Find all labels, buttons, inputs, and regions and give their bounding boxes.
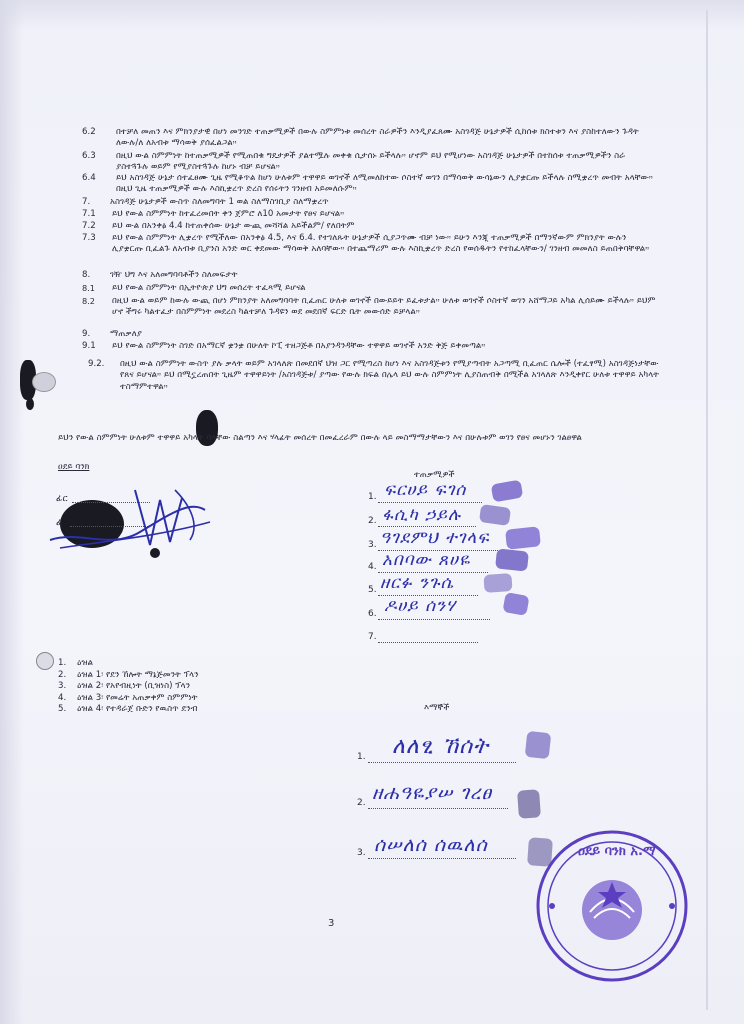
clause-7-3: ይህ የውል ስምምነት ሊቋረጥ የሚችለው በአንቀፅ 4.5, እና 6.4. የተገለጹት ሁኔታዎች ሲያጋጥሙ ብቻ ነው። ይሁን እንጂ ተጠቃሚዎች በማንኛውም ምክንያት ውሉን ሊያቋርጡ ቢፈልጉ ለአብቱ ቢያንስ አንድ ወር ቀደመው ማሳወቅ አለባቸው። በተጨማሪም ውሉ እስኪቋረጥ ድረስ የወሰዱትን የተከፈላቸውን/ ገንዘብ መመለስ ይጠበቅባቸዋል።: [112, 233, 650, 255]
annex-text: ዕዝል 3፡ የመሬት አጠቃቀም ስምምነት: [77, 692, 198, 703]
annex-number: 5.: [58, 704, 67, 715]
annex-list: [58, 658, 199, 716]
fingerprint: [517, 789, 541, 818]
witness-line: [368, 808, 508, 809]
clause-number: 8.1: [82, 283, 96, 293]
punch-hole: [32, 372, 56, 392]
clause-number: 6.3: [82, 151, 96, 161]
fingerprint: [495, 548, 529, 571]
beneficiary-line: [378, 642, 478, 643]
clause-7-1: ይህ የውል ስምምነት ከተፈረመበት ቀን ጀምሮ ለ10 አመታት የፀና ይሆናል።: [112, 209, 345, 219]
annex-item: [58, 670, 199, 682]
fingerprint: [491, 480, 524, 503]
beneficiary-number: 1.: [368, 492, 377, 502]
ink-blot: [26, 398, 34, 410]
page-number: 3: [328, 918, 335, 929]
clause-8-1: ይህ የውል ስምምነት በኢትዮጵያ ህግ መሰረት ተፈጻሚ ይሆናል: [112, 283, 306, 293]
clause-6-2: በተቻለ መጠን እና ምክንያታዊ በሆነ መንገድ ተጠቃሚዎች በውሉ ስምምነቱ መሰረት ስራዎችን እንዲያፈጸሙ አስገዳጅ ሁኔታዎች ሲከሰቱ ክስተቱን እና ያስከተለውን ጉዳት ለውሉ/ለ ለአብቱ ማሳወቅ ያሰፈልጋል።: [116, 127, 642, 149]
stamp-text: ዐደይ ባንክ አ.ማ: [578, 844, 656, 859]
witnesses-heading: እማኞች: [424, 703, 450, 713]
beneficiary-name: አበባው ጸሀዬ: [382, 550, 471, 570]
witness-line: [368, 858, 516, 859]
annex-text: ዕዝል 1፡ የደን ኸሎት ማኔጅመንት ፕላን: [77, 669, 199, 680]
beneficiary-name: ዘርፉ ንጉሴ: [380, 573, 455, 593]
clause-8-heading: ገዥ ህግ እና አለመግባባቶችን ስለመፍታት: [110, 270, 238, 280]
annex-item: [58, 658, 199, 670]
clause-number: 9.1: [82, 341, 96, 351]
closing-statement: ይህን የውል ስምምነት ሁለቱም ተዋዋይ አካላት ባላቸው ስልጣን እና ሃላፊት መሰረት በመፈረራም በውሉ ላይ መስማማታቸውን እና በሁሉቱም ወገን የፀና መሆኑን ገልፀዋል: [58, 433, 582, 443]
clause-number: 7.1: [82, 209, 96, 219]
beneficiary-name: ዓገደምህ ተገላፍ: [380, 528, 490, 548]
fingerprint: [479, 504, 511, 526]
beneficiaries-heading: ተጠቃሚዎች: [414, 470, 455, 480]
fingerprint: [505, 526, 541, 549]
clause-number: 9.2.: [88, 359, 105, 369]
beneficiary-number: 3.: [368, 540, 377, 550]
beneficiary-number: 2.: [368, 516, 377, 526]
beneficiary-line: [378, 502, 482, 503]
clause-7-2: ይህ ውል በአንቀፅ 4.4 ከተጠቀሰው ሁኔታ ውጪ መሻሻል አይችልም/ የለበትም: [112, 221, 355, 231]
clause-number: 8.: [82, 270, 91, 280]
beneficiary-name: ዶሀይ ሰንሃ: [384, 596, 457, 616]
clause-6-3: በዚህ ውል ስምምነት ከተጠቃሚዎች የሚጠበቁ ግዴታዎች ያልተሟሉ መቀቁ ሲታሰኑ ይችላሉ። ሆኖም ይህ የሚሆነው አስገዳጅ ሁኔታዎች በተከሰቱ ተጠቃሚዎችን ስራ ያስተጓጉሉ ወይም የሚያስተጓጉሉ ከሆኑ ብቻ ይሆናል።: [116, 151, 629, 173]
witness-number: 2.: [357, 798, 366, 808]
left-stamp-prefix: ፊ: [56, 518, 63, 528]
clause-9-heading: ማጠቃለያ: [110, 329, 142, 339]
witness-name: ሰሠለሰ ሰዉለሰ: [374, 834, 488, 856]
beneficiary-name: ፍርሀይ ፍገሰ: [384, 480, 467, 500]
clause-number: 8.2: [82, 296, 96, 306]
clause-8-2: በዚህ ውል ወይም ከውሉ ውጪ በሆነ ምክንያት አለመግባባት ቢፈጠር ሁለቱ ወገኖች በውይይት ይፈቱታል። ሁለቱ ወገኖች ሶስተኛ ወገን አሸማጋይ አካል ሊሰይሙ ይችላሉ። ይህም ሆኖ ችግሩ ካልተፈታ በስምምነት መደረስ ካልተቻለ ጉዳዩን ወደ መደበኛ ፍርድ ቤት መውሰድ ይቻላል።: [112, 296, 659, 318]
annex-text: ዕዝል 4፡ የተዳራጀ ቡድን የዉስጥ ደንብ: [77, 704, 198, 715]
punch-hole: [36, 652, 54, 670]
witness-number: 3.: [357, 848, 366, 858]
witness-name: ለለፂ ኸሰት: [392, 734, 489, 759]
annex-item: [58, 693, 199, 705]
clause-9-1: ይህ የውል ስምምነት ስገድ በአማርኛ ቋንቋ በሁለት ኮፒ ተዘጋጅቶ በአያንዳንዳቸው ተዋዋይ ወገኖች አንድ ቅጅ ይቀመጣል።: [112, 341, 486, 351]
beneficiary-line: [378, 526, 476, 527]
beneficiary-number: 6.: [368, 609, 377, 619]
witness-name: ዘሐዓዬያሠ ገረፀ: [372, 782, 493, 804]
page-fold-line: [706, 10, 708, 1010]
annex-text: ዕዝል 2፡ የአየብዚነት (ቢዝነስ) ፕላን: [77, 681, 191, 692]
clause-number: 6.4: [82, 173, 96, 183]
clause-number: 7.: [82, 197, 91, 207]
left-signature-prefix: ፊር: [56, 494, 68, 504]
fingerprint: [483, 573, 512, 593]
beneficiary-number: 5.: [368, 585, 377, 595]
beneficiary-name: ፋሲካ ኃይሉ: [382, 505, 461, 525]
annex-text: ዕዝል: [77, 658, 94, 668]
clause-number: 9.: [82, 329, 91, 339]
clause-6-4: ይህ አስገዳጅ ሁኔታ ሰተፈፀሙ ጊዜ የሚቆጥል ከሆነ ሁለቱም ተዋዋይ ወገኖች ለሚመለከተው ሶስተኛ ወገን በማሳወቅ ውሳኔውን ሊያቋርጡ ይችላሉ ስሚቋረጥ መብት አላቸው። በዚህ ጊዜ ተጠቃሚዎች ውሉ እስኪቋረጥ ድረስ የሰሩትን ገንዘብ አይመለሱም።: [116, 173, 656, 195]
scan-shadow-top: [0, 0, 744, 30]
annex-item: [58, 704, 199, 716]
annex-item: [58, 681, 199, 693]
bank-stamp: [532, 826, 692, 986]
annex-number: 3.: [58, 681, 67, 692]
beneficiary-number: 4.: [368, 562, 377, 572]
left-party-label: ዐደይ ባንክ: [58, 462, 90, 472]
annex-number: 1.: [58, 658, 67, 668]
clause-number: 7.2: [82, 221, 96, 231]
fingerprint: [502, 592, 529, 616]
witness-line: [368, 762, 516, 763]
witness-number: 1.: [357, 752, 366, 762]
annex-number: 4.: [58, 692, 67, 703]
fingerprint: [525, 731, 552, 759]
clause-number: 6.2: [82, 127, 96, 137]
clause-9-2: በዚህ ውል ስምምነት ውስጥ ያሉ ቃላት ወይም አገላለጽ በመደበኛ ህዝ ጋር የሚጣረስ ከሆነ እና አስገዳጅቱን የሚያጣብት አጋጣሚ ቢፈጠር ሴሎች (ተፈፃሚ) አስገዳጅነታቸው የጸና ይሆናል። ይህ በሚኗረጠበት ጊዜም ተዋዋይነት /አስገዳጅቱ/ ያጣው የውሉ ክፍል በሌላ ይህ ውሉ ስምምነት ሊያስጠብቅ በሚችል አገላለጽ እንዲቀየር ሁለቱ ተዋዋይ አካላት ተስማምተዋል።: [120, 359, 662, 392]
annex-number: 2.: [58, 669, 67, 680]
left-party-signature: [40, 470, 220, 560]
clause-7-heading: አስገዳጅ ሁኔታዎች ውስጥ ስለመግባት 1 ወል ስለማስገቢያ ስለማቋረጥ: [110, 197, 329, 207]
clause-number: 7.3: [82, 233, 96, 243]
scan-shadow-left: [0, 0, 24, 1024]
beneficiary-line: [378, 619, 490, 620]
beneficiary-number: 7.: [368, 632, 377, 642]
